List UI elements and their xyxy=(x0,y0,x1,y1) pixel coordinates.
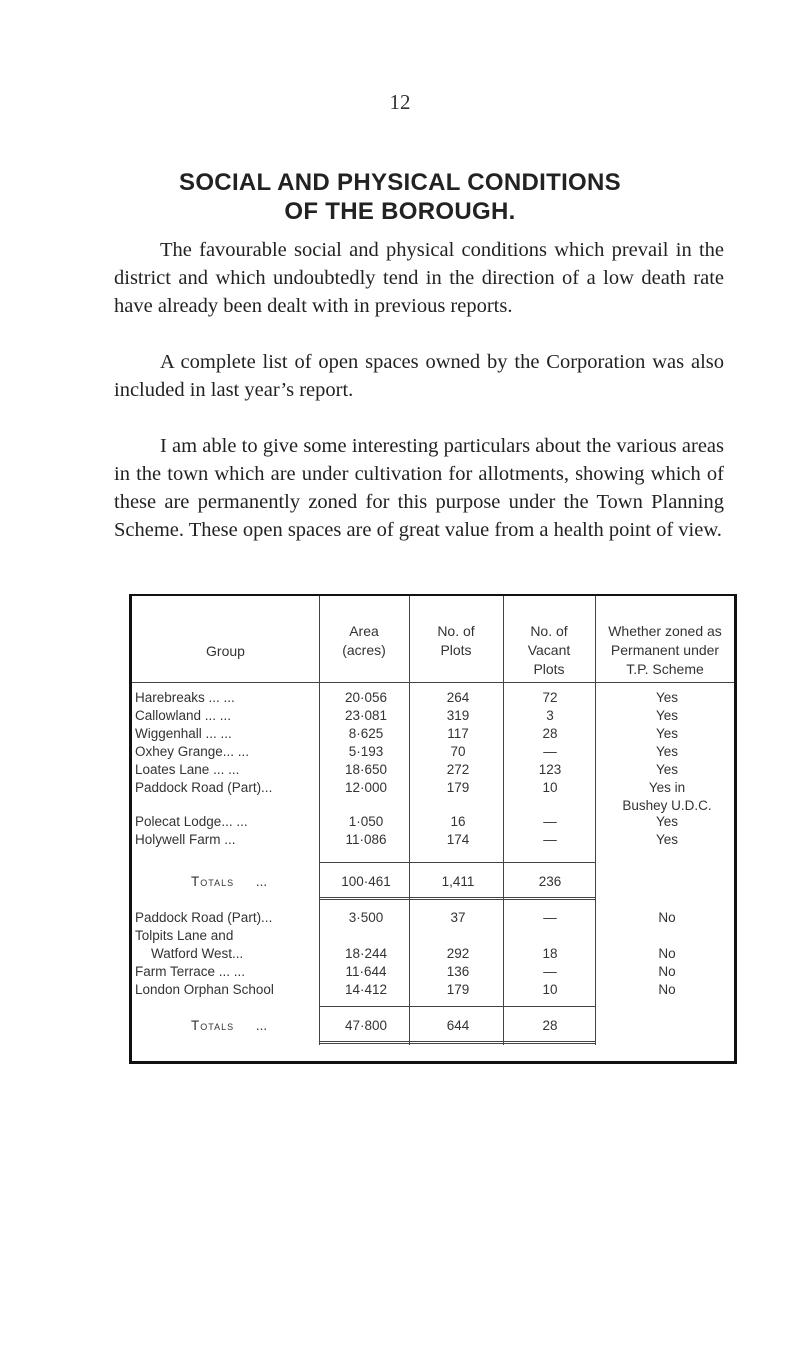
cell-vacant: 10 xyxy=(542,780,558,795)
cell-vacant: 3 xyxy=(546,708,554,723)
title-line-2: OF THE BOROUGH. xyxy=(284,198,516,225)
cell-plots: 292 xyxy=(446,946,470,961)
cell-plots: 179 xyxy=(446,780,470,795)
cell-plots: 174 xyxy=(446,832,470,847)
header-vacant-line-2: Vacant xyxy=(527,642,571,658)
cell-area: 23·081 xyxy=(344,708,388,723)
cell-group: Callowland ... ... xyxy=(135,708,232,723)
header-plots-line-1: No. of xyxy=(437,623,475,639)
header-zoned-line-3: T.P. Scheme xyxy=(626,661,704,677)
cell-plots: 264 xyxy=(446,690,470,705)
cell-area: 1·050 xyxy=(348,814,384,829)
cell-plots: 136 xyxy=(446,964,470,979)
header-area xyxy=(319,622,409,660)
header-plots-line-2: Plots xyxy=(440,642,472,658)
totals-rule-top xyxy=(319,1006,595,1007)
cell-area: 18·244 xyxy=(344,946,388,961)
cell-area: 20·056 xyxy=(344,690,388,705)
cell-group: Harebreaks ... ... xyxy=(135,690,235,705)
cell-zoned: Yes xyxy=(655,708,679,723)
cell-area: 5·193 xyxy=(348,744,384,759)
page-title xyxy=(0,168,800,226)
header-zoned-line-1: Whether zoned as xyxy=(608,623,722,639)
totals-dots: ... xyxy=(255,1018,268,1033)
cell-zoned: Yes xyxy=(655,762,679,777)
totals-label-text: Totals xyxy=(191,874,235,889)
cell-plots: 16 xyxy=(450,814,466,829)
column-divider xyxy=(319,596,320,1045)
cell-vacant: — xyxy=(543,744,557,759)
totals-dots: ... xyxy=(255,874,268,889)
cell-vacant: 123 xyxy=(538,762,562,777)
cell-zoned: No xyxy=(658,910,676,925)
table-border-top xyxy=(129,594,737,596)
title-line-1: SOCIAL AND PHYSICAL CONDITIONS xyxy=(179,169,621,196)
totals-plots: 1,411 xyxy=(441,874,475,889)
totals-area: 47·800 xyxy=(344,1018,388,1033)
totals-label xyxy=(191,1018,267,1034)
cell-area: 18·650 xyxy=(344,762,388,777)
cell-plots: 179 xyxy=(446,982,470,997)
cell-plots: 272 xyxy=(446,762,470,777)
cell-zoned: Yes xyxy=(655,726,679,741)
totals-area: 100·461 xyxy=(341,874,391,889)
header-vacant xyxy=(503,622,595,679)
totals-rule-top xyxy=(319,862,595,863)
cell-group-line-2: Watford West... xyxy=(151,946,244,961)
paragraph-1: The favourable social and physical conditions which prevail in the district and which undoubtedly tend in the direction of a low death rate have already been dealt with in previous reports. xyxy=(114,239,724,317)
cell-vacant: — xyxy=(543,964,557,979)
header-zoned xyxy=(595,622,735,679)
cell-area: 12·000 xyxy=(344,780,388,795)
cell-zoned: Yes xyxy=(655,832,679,847)
header-vacant-line-1: No. of xyxy=(530,623,568,639)
cell-vacant: 28 xyxy=(542,726,558,741)
header-rule xyxy=(132,682,734,683)
cell-zoned-line-2: Bushey U.D.C. xyxy=(622,798,712,813)
page-number: 12 xyxy=(389,90,411,114)
cell-zoned: Yes xyxy=(655,690,679,705)
cell-area: 11·644 xyxy=(345,964,387,979)
cell-area: 14·412 xyxy=(344,982,388,997)
cell-area: 8·625 xyxy=(348,726,384,741)
cell-plots: 117 xyxy=(447,726,469,741)
header-vacant-line-3: Plots xyxy=(533,661,565,677)
totals-plots: 644 xyxy=(446,1018,470,1033)
cell-zoned: No xyxy=(658,982,676,997)
totals-vacant: 236 xyxy=(538,874,562,889)
totals-label xyxy=(191,874,267,890)
cell-group: Holywell Farm ... xyxy=(135,832,236,847)
header-area-line-2: (acres) xyxy=(342,642,386,658)
cell-group: Polecat Lodge... ... xyxy=(135,814,248,829)
cell-vacant: 72 xyxy=(542,690,558,705)
column-divider xyxy=(409,596,410,1045)
cell-group: Paddock Road (Part)... xyxy=(135,910,273,925)
cell-plots: 70 xyxy=(450,744,466,759)
cell-area: 11·086 xyxy=(345,832,387,847)
header-plots xyxy=(409,622,503,660)
cell-zoned: Yes in xyxy=(648,780,686,795)
totals-rule-bottom xyxy=(319,897,595,900)
paragraph-2: A complete list of open spaces owned by the Corporation was also included in last year’s report. xyxy=(114,351,724,401)
cell-zoned: Yes xyxy=(655,814,679,829)
header-area-line-1: Area xyxy=(349,623,379,639)
cell-vacant: 18 xyxy=(542,946,558,961)
cell-group: Farm Terrace ... ... xyxy=(135,964,246,979)
paragraph-3: I am able to give some interesting particulars about the various areas in the town which are under cultivation for allotments, showing which of these are permanently zoned for this purpose under the Town Planning Scheme. These open spaces are of great value from a health point of view. xyxy=(114,435,724,541)
cell-group: Wiggenhall ... ... xyxy=(135,726,232,741)
totals-vacant: 28 xyxy=(542,1018,558,1033)
cell-vacant: 10 xyxy=(542,982,558,997)
cell-zoned: No xyxy=(658,946,676,961)
cell-vacant: — xyxy=(543,910,557,925)
cell-zoned: No xyxy=(658,964,676,979)
cell-group: Oxhey Grange... ... xyxy=(135,744,250,759)
cell-group: Paddock Road (Part)... xyxy=(135,780,273,795)
totals-label-text: Totals xyxy=(191,1018,235,1033)
cell-zoned: Yes xyxy=(655,744,679,759)
table-border-left xyxy=(129,594,132,1064)
header-group: Group xyxy=(206,643,245,659)
cell-group: Tolpits Lane and xyxy=(135,928,234,943)
cell-group: London Orphan School xyxy=(135,982,274,997)
cell-group: Loates Lane ... ... xyxy=(135,762,240,777)
header-zoned-line-2: Permanent under xyxy=(610,642,720,658)
totals-rule-bottom xyxy=(319,1041,595,1044)
cell-vacant: — xyxy=(543,814,557,829)
cell-plots: 319 xyxy=(446,708,470,723)
cell-plots: 37 xyxy=(450,910,466,925)
cell-area: 3·500 xyxy=(348,910,384,925)
cell-vacant: — xyxy=(543,832,557,847)
allotments-table xyxy=(129,594,737,1064)
table-border-bottom xyxy=(129,1061,737,1064)
